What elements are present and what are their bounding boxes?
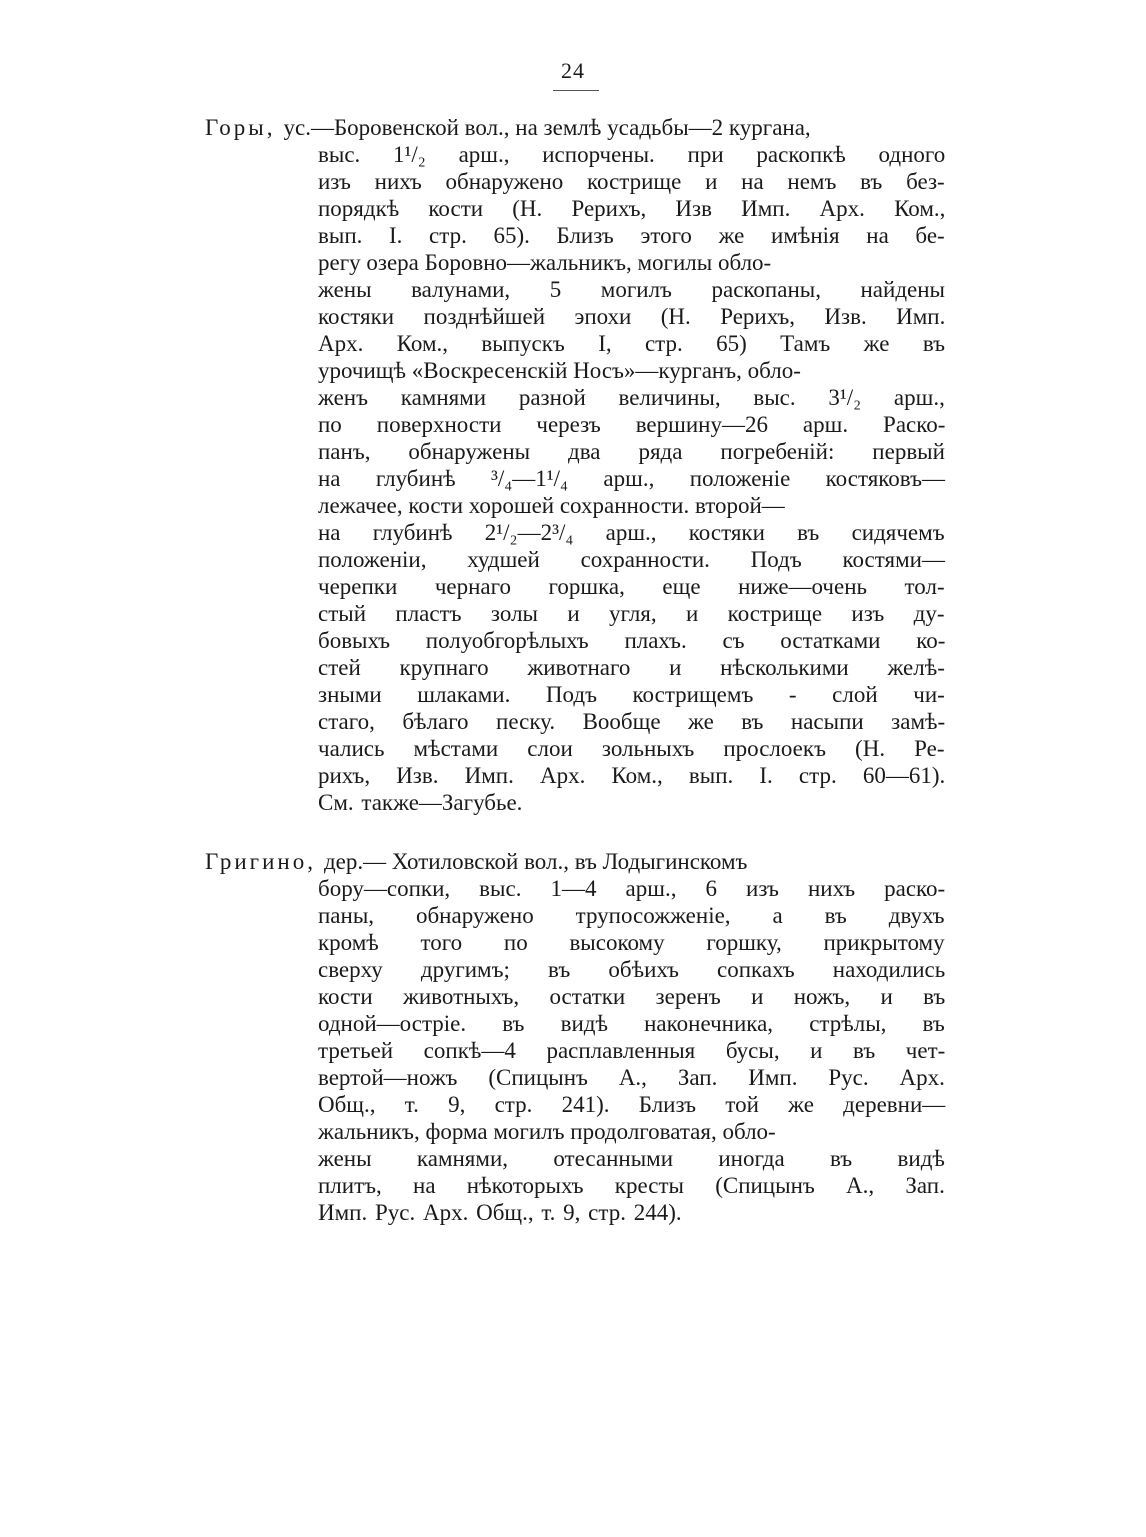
entry-line-text: См. также—Загубье. <box>318 790 523 815</box>
entry-line-text: панъ, обнаружены два ряда погребеній: первый <box>318 439 945 464</box>
entry-line-text: порядкѣ кости (Н. Рерихъ, Изв Имп. Арх. Ком., <box>318 196 946 221</box>
text-line <box>205 546 945 573</box>
text-line <box>205 627 945 654</box>
entry-headword: Григино, <box>205 849 316 874</box>
entry-line-text: кости животныхъ, остатки зеренъ и ножъ, и въ <box>318 984 946 1009</box>
text-line <box>205 956 945 983</box>
entry-line-text: урочищѣ «Воскресенскій Носъ»—курганъ, обло- <box>318 358 801 383</box>
text-line <box>205 1010 945 1037</box>
entry-line-text: стый пластъ золы и угля, и кострище изъ ду- <box>318 601 945 626</box>
page-number: 24 <box>561 58 585 83</box>
entry-line-text: рихъ, Изв. Имп. Арх. Ком., вып. I. стр. 60—61). <box>318 763 946 788</box>
entry-headword: Горы, <box>205 115 276 140</box>
entry-line-text: бовыхъ полуобгорѣлыхъ плахъ. съ остатками ко- <box>318 628 946 653</box>
text-line <box>205 492 945 519</box>
text-line <box>205 1037 945 1064</box>
text-line <box>205 438 945 465</box>
text-line <box>205 114 945 141</box>
entry-line-text: плитъ, на нѣкоторыхъ кресты (Спицынъ А., Зап. <box>318 1173 945 1198</box>
entry-line-text: на глубинѣ 2¹/₂—2³/₄ арш., костяки въ сидячемъ <box>318 520 945 545</box>
text-line <box>205 708 945 735</box>
entry-line-text: Арх. Ком., выпускъ I, стр. 65) Тамъ же въ <box>318 331 946 356</box>
text-line <box>205 1118 945 1145</box>
text-line <box>205 168 945 195</box>
entry-line-text: лежачее, кости хорошей сохранности. второй— <box>318 493 785 518</box>
text-line <box>205 222 945 249</box>
entry-line-text: сверху другимъ; въ обѣихъ сопкахъ находились <box>318 957 946 982</box>
text-line <box>205 573 945 600</box>
entry-line-text: бору—сопки, выс. 1—4 арш., 6 изъ нихъ раско- <box>318 876 946 901</box>
text-line <box>205 681 945 708</box>
text-line <box>205 519 945 546</box>
entry-line-text: паны, обнаружено трупосожженіе, а въ двухъ <box>318 903 945 928</box>
entry-line-text: стей крупнаго животнаго и нѣсколькими желѣ- <box>318 655 945 680</box>
text-line <box>205 983 945 1010</box>
entry-line-text: зными шлаками. Подъ кострищемъ - слой чи- <box>318 682 945 707</box>
entry-gory <box>205 114 945 816</box>
entry-line-text: черепки чернаго горшка, еще ниже—очень тол- <box>318 574 945 599</box>
text-line <box>205 1199 945 1226</box>
entry-grigino <box>205 848 945 1226</box>
entry-line-text: Имп. Рус. Арх. Общ., т. 9, стр. 244). <box>318 1200 682 1225</box>
entry-line-text: чались мѣстами слои зольныхъ прослоекъ (Н. Ре- <box>318 736 945 761</box>
entry-line-text: жены камнями, отесанными иногда въ видѣ <box>318 1146 945 1171</box>
text-line <box>205 875 945 902</box>
entry-line-text: женъ камнями разной величины, выс. 3¹/₂ арш., <box>318 385 945 410</box>
entry-line-text: жальникъ, форма могилъ продолговатая, обло- <box>318 1119 776 1144</box>
text-line <box>205 357 945 384</box>
entry-line-text: на глубинѣ ³/₄—1¹/₄ арш., положеніе костяковъ— <box>318 466 945 491</box>
text-line <box>205 1145 945 1172</box>
entry-line-text: Общ., т. 9, стр. 241). Близъ той же деревни— <box>318 1092 946 1117</box>
entry-line-text: выс. 1¹/₂ арш., испорчены. при раскопкѣ одного <box>318 142 946 167</box>
text-line <box>205 195 945 222</box>
entry-line-text: одной—остріе. въ видѣ наконечника, стрѣлы, въ <box>318 1011 945 1036</box>
entry-line-text: кромѣ того по высокому горшку, прикрытому <box>318 930 945 955</box>
entry-line-text: третьей сопкѣ—4 расплавленныя бусы, и въ чет- <box>318 1038 946 1063</box>
entry-line-text: вертой—ножъ (Спицынъ А., Зап. Имп. Рус. Арх. <box>318 1065 945 1090</box>
text-line <box>205 929 945 956</box>
text-line <box>205 1172 945 1199</box>
text-line <box>205 384 945 411</box>
text-line <box>205 303 945 330</box>
entry-line-text: изъ нихъ обнаружено кострище и на немъ въ без- <box>318 169 945 194</box>
text-line <box>205 600 945 627</box>
entry-first-line-text: ус.—Боровенской вол., на землѣ усадьбы—2 кургана, <box>283 115 811 140</box>
text-line <box>205 735 945 762</box>
text-line <box>205 902 945 929</box>
text-line <box>205 276 945 303</box>
text-line <box>205 330 945 357</box>
page-number-rule <box>553 90 599 91</box>
text-line <box>205 465 945 492</box>
entry-line-text: положеніи, худшей сохранности. Подъ костями— <box>318 547 945 572</box>
entry-line-text: вып. I. стр. 65). Близъ этого же имѣнія на бе- <box>318 223 945 248</box>
entry-first-line-text: дер.— Хотиловской вол., въ Лодыгинскомъ <box>323 849 748 874</box>
text-line <box>205 789 945 816</box>
text-line <box>205 141 945 168</box>
text-line <box>205 1091 945 1118</box>
entry-line-text: стаго, бѣлаго песку. Вообще же въ насыпи замѣ- <box>318 709 946 734</box>
entry-line-text: костяки позднѣйшей эпохи (Н. Рерихъ, Изв. Имп. <box>318 304 946 329</box>
text-line <box>205 411 945 438</box>
text-line <box>205 654 945 681</box>
entry-line-text: регу озера Боровно—жальникъ, могилы обло- <box>318 250 772 275</box>
entry-line-text: по поверхности черезъ вершину—26 арш. Раско- <box>318 412 946 437</box>
entry-line-text: жены валунами, 5 могилъ раскопаны, найдены <box>318 277 946 302</box>
text-line <box>205 848 945 875</box>
text-line <box>205 249 945 276</box>
text-line <box>205 1064 945 1091</box>
text-line <box>205 762 945 789</box>
